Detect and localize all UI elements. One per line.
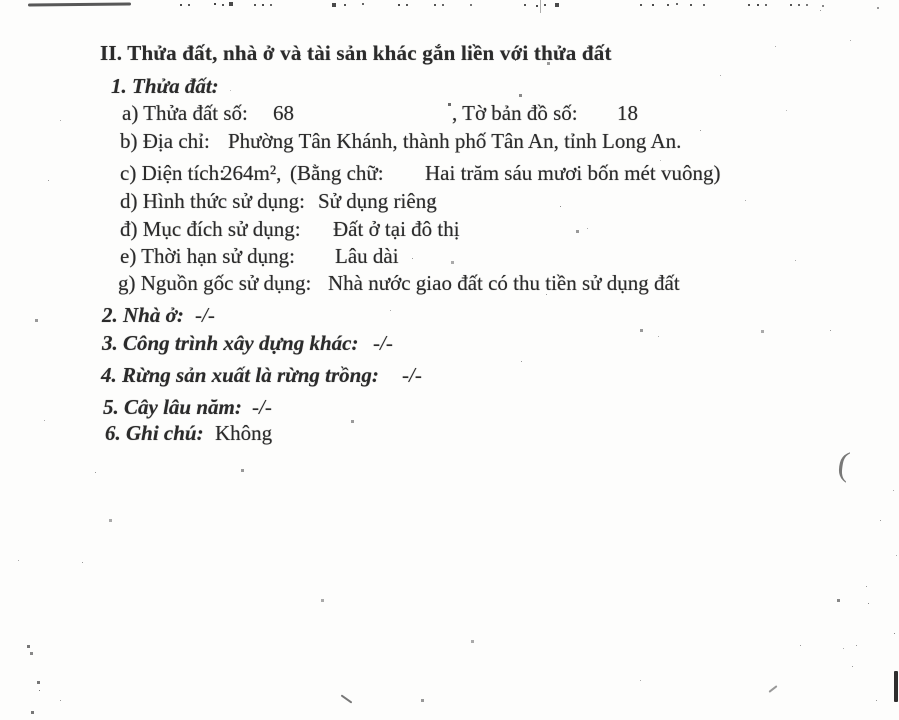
map-sheet-value: 18 xyxy=(617,101,638,125)
scan-artifact-paren-mark: ( xyxy=(835,445,852,484)
use-term-value: Lâu dài xyxy=(335,244,399,268)
area-in-words-label: (Bằng chữ: xyxy=(290,161,384,185)
use-origin-label: g) Nguồn gốc sử dụng: xyxy=(118,271,312,295)
address-row xyxy=(0,129,899,159)
house-value: -/- xyxy=(195,303,215,327)
use-purpose-value: Đất ở tại đô thị xyxy=(333,217,460,241)
area-in-words-value: Hai trăm sáu mươi bốn mét vuông) xyxy=(425,161,721,185)
use-origin-row xyxy=(0,271,899,301)
use-origin-value: Nhà nước giao đất có thu tiền sử dụng đất xyxy=(328,271,680,295)
construction-row xyxy=(0,331,899,361)
house-heading: 2. Nhà ở: xyxy=(102,303,184,327)
area-row xyxy=(0,161,899,191)
scan-artifact-pen-dash xyxy=(768,685,777,693)
section-title: II. Thửa đất, nhà ở và tài sản khác gắn liền với thửa đất xyxy=(100,41,612,65)
use-form-label: d) Hình thức sử dụng: xyxy=(120,189,305,213)
parcel-number-label: a) Thửa đất số: xyxy=(122,101,248,125)
use-term-label: e) Thời hạn sử dụng: xyxy=(120,244,295,268)
use-form-value: Sử dụng riêng xyxy=(318,189,437,213)
area-label: c) Diện tích: xyxy=(120,161,225,185)
scan-artifact-right-edge-bar xyxy=(894,671,898,702)
forest-row xyxy=(0,363,899,393)
use-form-row xyxy=(0,189,899,219)
notes-heading: 6. Ghi chú: xyxy=(105,421,204,445)
section-title-row xyxy=(0,41,899,71)
use-purpose-row xyxy=(0,217,899,247)
house-row xyxy=(0,303,899,333)
perennial-value: -/- xyxy=(252,395,272,419)
construction-heading: 3. Công trình xây dựng khác: xyxy=(102,331,359,355)
land-parcel-heading: 1. Thửa đất: xyxy=(111,74,219,98)
use-purpose-label: đ) Mục đích sử dụng: xyxy=(120,217,301,241)
scan-noise-specks xyxy=(0,0,1,1)
area-value: 264m², xyxy=(222,161,282,185)
notes-value: Không xyxy=(215,421,273,445)
notes-row xyxy=(0,421,899,451)
address-label: b) Địa chỉ: xyxy=(120,129,210,153)
map-sheet-label: , Tờ bản đồ số: xyxy=(452,101,578,125)
scan-artifact-top-tick xyxy=(540,0,541,13)
use-term-row xyxy=(0,244,899,274)
land-parcel-heading-row xyxy=(0,74,899,104)
perennial-heading: 5. Cây lâu năm: xyxy=(103,395,242,419)
scan-artifact-pen-dash xyxy=(341,694,353,703)
scan-artifact-top-dashes xyxy=(0,3,2,5)
address-value: Phường Tân Khánh, thành phố Tân An, tỉnh Long An. xyxy=(228,129,682,153)
forest-heading: 4. Rừng sản xuất là rừng trồng: xyxy=(101,363,379,387)
scan-artifact-top-line xyxy=(28,2,131,6)
construction-value: -/- xyxy=(373,331,393,355)
parcel-number-row xyxy=(0,101,899,131)
forest-value: -/- xyxy=(402,363,422,387)
parcel-number-value: 68 xyxy=(273,101,294,125)
